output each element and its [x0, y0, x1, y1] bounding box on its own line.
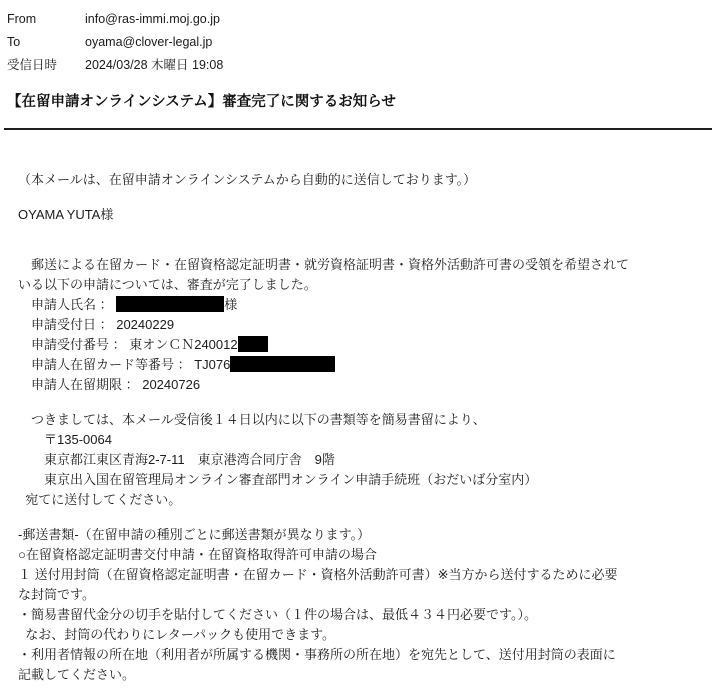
email-body: [0, 130, 726, 685]
body-line: 宛てに送付してください。: [18, 491, 182, 507]
to-address: oyama@clover-legal.jp: [85, 34, 213, 49]
redaction-box: [116, 296, 224, 312]
body-line: [18, 240, 708, 255]
from-address: info@ras-immi.moj.go.jp: [85, 12, 220, 27]
header-field-from: [7, 8, 716, 31]
body-line: 申請受付日 ： 20240229: [18, 316, 175, 332]
body-line: ○在留資格認定証明書交付申請・在留資格取得許可申請の場合: [18, 546, 377, 562]
redaction-box: [238, 336, 268, 352]
body-line: ・簡易書留代金分の切手を貼付してください（１件の場合は、最低４３４円必要です。）。: [18, 606, 537, 622]
field-label: 受信日時: [7, 58, 58, 73]
body-line: 申請人氏名 ： 様: [18, 296, 238, 312]
body-line: 東京都江東区青海2-7-11 東京港湾合同庁舎 9階: [18, 451, 335, 467]
field-label: From: [7, 12, 37, 27]
body-line: 郵送による在留カード・在留資格認定証明書・就労資格証明書・資格外活動許可書の受領を希望されて: [18, 256, 630, 272]
body-line: 申請人在留期限 ： 20240726: [18, 376, 201, 392]
body-line: 東京出入国在留管理局オンライン審査部門オンライン申請手続班（おだいば分室内）: [18, 471, 538, 487]
body-line: -郵送書類-（在留申請の種別ごとに郵送書類が異なります。）: [18, 526, 371, 542]
body-line: なお、封筒の代わりにレターパックも使用できます。: [18, 626, 336, 642]
body-line: １ 送付用封筒（在留資格認定証明書・在留カード・資格外活動許可書）※当方から送付するために必要: [18, 566, 618, 582]
body-line: 〒135-0064: [18, 431, 112, 447]
body-line: [18, 510, 708, 525]
body-line: OYAMA YUTA様: [18, 206, 114, 222]
body-line: 申請受付番号 ： 東オンＣＮ240012: [18, 335, 708, 355]
body-line: いる以下の申請については、審査が完了しました。: [18, 276, 317, 292]
body-line: （本メールは、在留申請オンラインシステムから自動的に送信しております。）: [18, 171, 477, 187]
body-line: 記載してください。: [18, 666, 136, 682]
received-datetime: 2024/03/28 木曜日 19:08: [85, 58, 224, 73]
subject-line: 【在留申請オンラインシステム】審査完了に関するお知らせ: [7, 93, 396, 110]
body-line: な封筒です。: [18, 586, 95, 602]
body-line: つきましては、本メール受信後１４日以内に以下の書類等を簡易書留により、: [18, 411, 486, 427]
field-label: To: [7, 34, 21, 49]
body-line: 申請人在留カード等番号 ： TJ076: [18, 355, 708, 375]
body-line: [18, 190, 708, 205]
email-header: [0, 0, 726, 76]
body-line: ・利用者情報の所在地（利用者が所属する機関・事務所の所在地）を宛先として、送付用封筒の表面に: [18, 646, 616, 662]
header-field-to: [7, 31, 716, 54]
body-line: [18, 395, 708, 410]
body-line: [18, 225, 708, 240]
header-field-received-datetime: [7, 53, 716, 76]
redaction-box: [230, 356, 335, 372]
